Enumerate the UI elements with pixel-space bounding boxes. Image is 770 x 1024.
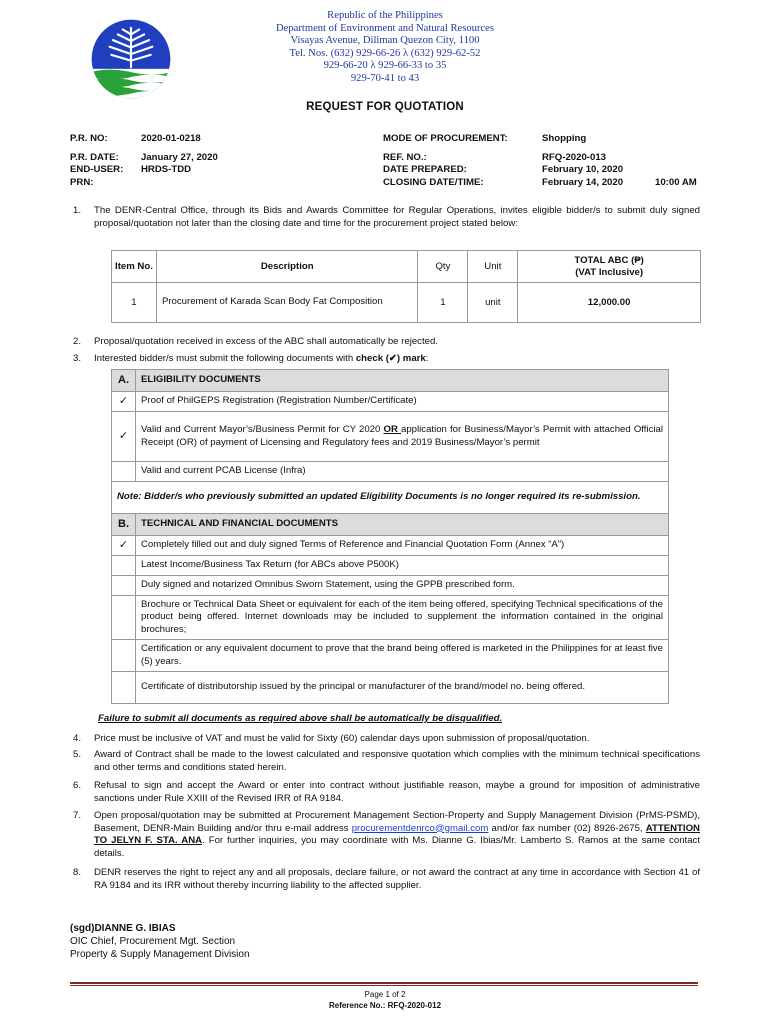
column-header-abc <box>518 251 701 283</box>
check-box <box>112 556 136 576</box>
list-item <box>112 596 669 640</box>
item-number: 2. <box>73 336 82 347</box>
section-title-technical: TECHNICAL AND FINANCIAL DOCUMENTS <box>136 514 669 536</box>
column-header-description: Description <box>156 251 418 283</box>
signatory-position: OIC Chief, Procurement Mgt. Section <box>70 936 236 948</box>
or-emphasis: OR <box>383 423 402 435</box>
abc-table <box>111 250 701 323</box>
list-item <box>112 392 669 412</box>
item-number: 7. <box>73 810 82 821</box>
qty-cell: 1 <box>418 283 468 323</box>
award-paragraph: Award of Contract shall be made to the lowest calculated and responsive quotation which complies with the minimum technical specifications and other terms and conditions stated herein. <box>94 749 700 773</box>
permit-text-cont: application for Business/Mayor’s Permit with attached Official Receipt (OR) of payment of Licensing and Regulatory fees and 2019 Business/Mayor’s permit <box>141 423 663 448</box>
abc-header-sublabel: (VAT Inclusive) <box>575 266 644 278</box>
item-number: 5. <box>73 749 82 760</box>
check-icon: ✓ <box>112 392 136 412</box>
submission-text: . For further inquiries, you may coordinate with Ms. Dianne G. Ibias/Mr. Lamberto S. Ramos at the same contact details. <box>94 835 700 859</box>
abc-rejection-paragraph: Proposal/quotation received in excess of the ABC shall automatically be rejected. <box>94 336 438 347</box>
check-box <box>112 462 136 482</box>
item-number: 6. <box>73 780 82 791</box>
item-no-cell: 1 <box>112 283 157 323</box>
submission-paragraph <box>94 810 700 860</box>
header-line: Tel. Nos. (632) 929-66-26 λ (632) 929-62-52 <box>289 47 481 59</box>
item-number: 3. <box>73 353 82 364</box>
requirements-table <box>111 369 669 704</box>
column-header-qty: Qty <box>418 251 468 283</box>
check-box <box>112 640 136 672</box>
section-title-eligibility: ELIGIBILITY DOCUMENTS <box>136 370 669 392</box>
pr-info-left <box>70 133 108 146</box>
footer <box>0 989 770 1011</box>
pr-no-value: 2020-01-0218 <box>141 133 201 144</box>
end-user-label: END-USER: <box>70 164 124 175</box>
header-line: 929-70-41 to 43 <box>350 72 420 84</box>
section-header-row <box>112 514 669 536</box>
signatory-name: (sgd)DIANNE G. IBIAS <box>70 923 176 934</box>
instruction-text: Interested bidder/s must submit the following documents with <box>94 353 356 364</box>
list-item <box>112 556 669 576</box>
header-line: Republic of the Philippines <box>327 10 443 21</box>
agency-address <box>240 10 530 86</box>
requirement-text: Brochure or Technical Data Sheet or equivalent for each of the item being offered, specifying Technical specifications of the product being offered. Internet downloads may be included to supplement the information contained in the original brochures; <box>136 596 669 640</box>
pr-no-label: P.R. NO: <box>70 133 108 144</box>
closing-date-value: February 14, 2020 <box>542 177 624 188</box>
header-line: Visayas Avenue, Diliman Quezon City, 1100 <box>290 35 480 47</box>
pr-date-label: P.R. DATE: <box>70 152 119 163</box>
header-line: Department of Environment and Natural Resources <box>276 22 494 34</box>
requirement-text: Duly signed and notarized Omnibus Sworn Statement, using the GPPB prescribed form. <box>136 576 669 596</box>
end-user-value: HRDS-TDD <box>141 164 192 175</box>
date-prepared-value: February 10, 2020 <box>542 164 624 175</box>
check-icon: ✓ <box>112 412 136 462</box>
submission-text: Open proposal/quotation may be submitted at Procurement Management Section-Property and Supply Management Division (PrMS-PSMD), Basement, DENR-Main Building and/or thru e-mail address <box>94 810 700 834</box>
abc-header-label: TOTAL ABC (₱) <box>574 254 644 266</box>
abc-amount-cell: 12,000.00 <box>518 283 701 323</box>
requirement-text: Completely filled out and duly signed Terms of Reference and Financial Quotation Form (Annex “A”) <box>136 536 669 556</box>
email-link[interactable]: procurementdenrco@gmail.com <box>351 822 489 834</box>
eligibility-note: Note: Bidder/s who previously submitted an updated Eligibility Documents is no longer required its re-submission. <box>112 482 669 514</box>
list-item <box>112 672 669 704</box>
invitation-paragraph: The DENR-Central Office, through its Bids and Awards Committee for Regular Operations, invites eligible bidder/s to submit duly signed proposal/quotation not later than the closing date and time for the procurement project stated below: <box>94 205 700 229</box>
letterhead <box>0 8 770 88</box>
prn-label: PRN: <box>70 177 94 188</box>
item-number: 4. <box>73 733 82 744</box>
list-item <box>112 536 669 556</box>
column-header-unit: Unit <box>468 251 518 283</box>
item-number: 1. <box>73 205 82 216</box>
denr-logo-icon <box>90 18 172 100</box>
mode-label: MODE OF PROCUREMENT: <box>383 133 508 144</box>
section-header-row <box>112 370 669 392</box>
item-number: 8. <box>73 867 82 878</box>
pr-date-value: January 27, 2020 <box>141 152 218 163</box>
list-item <box>112 412 669 462</box>
closing-time-value: 10:00 AM <box>655 177 697 188</box>
refusal-paragraph: Refusal to sign and accept the Award or enter into contract without justifiable reason, maybe a ground for imposition of administrative sanctions under Rule XXIII of the Revised IRR of RA 9184. <box>94 780 700 804</box>
requirement-text: Certification or any equivalent document to prove that the brand being offered is marketed in the Philippines for at least five (5) years. <box>136 640 669 672</box>
list-item <box>112 640 669 672</box>
instruction-colon: : <box>425 353 429 364</box>
requirement-text: Proof of PhilGEPS Registration (Registration Number/Certificate) <box>136 392 669 412</box>
table-header-row <box>112 251 701 283</box>
ref-label: REF. NO.: <box>383 152 427 163</box>
submission-text: and/or fax number (02) 8926-2675, <box>488 822 646 834</box>
section-letter: A. <box>112 370 136 392</box>
attention-text: ATTENTION TO JELYN F. STA. ANA <box>94 822 700 847</box>
permit-text: Valid and Current Mayor’s/Business Permit for CY 2020 <box>141 423 384 435</box>
header-line: 929-66-20 λ 929-66-33 to 35 <box>323 60 447 72</box>
description-cell: Procurement of Karada Scan Body Fat Composition <box>156 283 418 323</box>
column-header-item: Item No. <box>112 251 157 283</box>
rights-paragraph: DENR reserves the right to reject any and all proposals, declare failure, or not award the contract at any time in accordance with Section 41 of RA 9184 and its IRR without thereby incurring liability to the affected supplier. <box>94 867 700 891</box>
table-row <box>112 283 701 323</box>
ref-value: RFQ-2020-013 <box>542 152 606 163</box>
signature-block <box>70 922 250 962</box>
requirement-text: Certificate of distributorship issued by the principal or manufacturer of the brand/model no. being offered. <box>136 672 669 704</box>
note-row <box>112 482 669 514</box>
requirement-text <box>136 412 669 462</box>
check-box <box>112 596 136 640</box>
unit-cell: unit <box>468 283 518 323</box>
disqualification-warning: Failure to submit all documents as required above shall be automatically be disqualified. <box>98 713 503 724</box>
list-item <box>112 462 669 482</box>
check-box <box>112 576 136 596</box>
closing-label: CLOSING DATE/TIME: <box>383 177 484 188</box>
reference-number: Reference No.: RFQ-2020-012 <box>328 1001 442 1010</box>
price-validity-paragraph: Price must be inclusive of VAT and must be valid for Sixty (60) calendar days upon submission of proposal/quotation. <box>94 733 590 744</box>
list-item <box>112 576 669 596</box>
footer-divider <box>70 985 698 986</box>
check-box <box>112 672 136 704</box>
page-number: Page 1 of 2 <box>364 990 406 999</box>
requirement-text: Valid and current PCAB License (Infra) <box>136 462 669 482</box>
check-icon: ✓ <box>112 536 136 556</box>
date-prepared-label: DATE PREPARED: <box>383 164 467 175</box>
signatory-division: Property & Supply Management Division <box>70 949 250 961</box>
footer-divider <box>70 982 698 984</box>
page-title: REQUEST FOR QUOTATION <box>306 101 464 113</box>
section-letter: B. <box>112 514 136 536</box>
mode-value: Shopping <box>542 133 587 144</box>
documents-instruction <box>94 353 700 366</box>
requirement-text: Latest Income/Business Tax Return (for ABCs above P500K) <box>136 556 669 576</box>
check-mark-label: check (✔) mark <box>355 353 426 364</box>
